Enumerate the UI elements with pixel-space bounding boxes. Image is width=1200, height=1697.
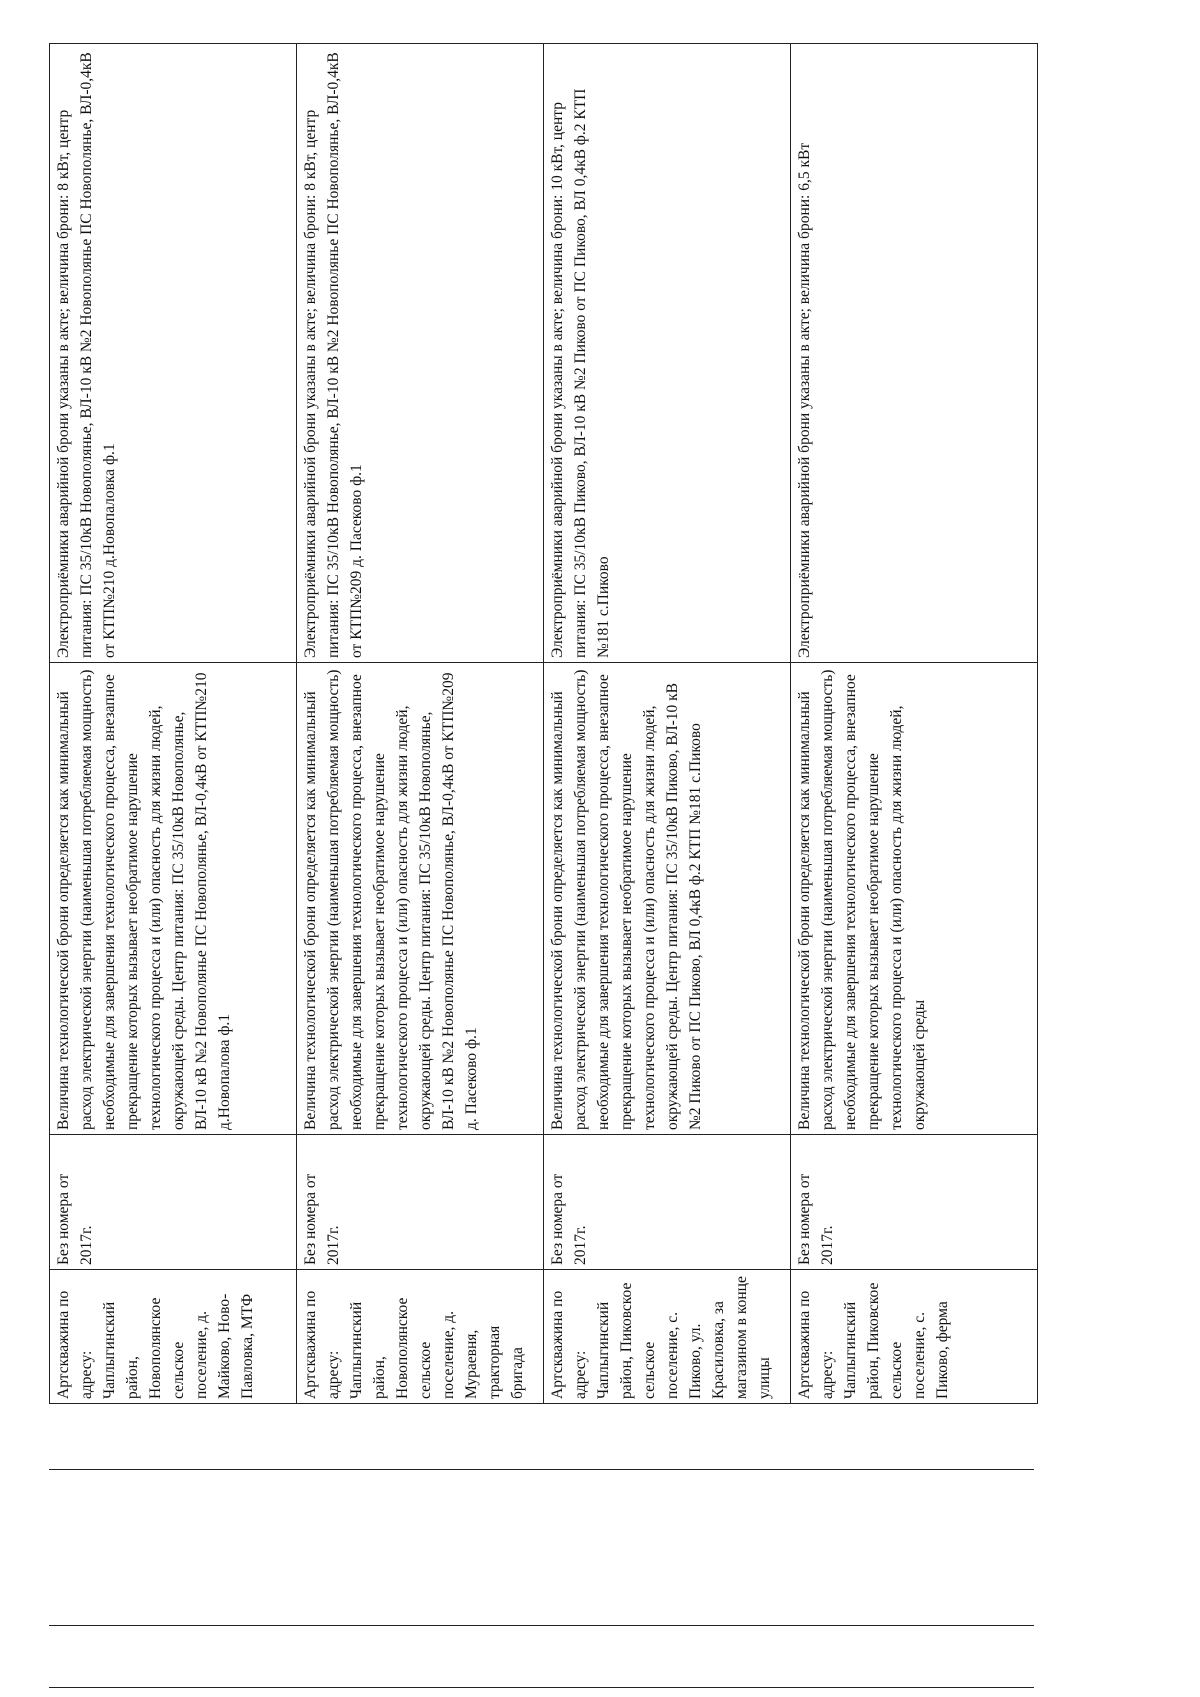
object-address-cell: Артскважина по адресу: Чаплыгинский район, Пиковское сельское поселение, с. Пиково, ферма <box>791 1270 1038 1404</box>
divider-line <box>49 1687 1034 1688</box>
object-address-cell: Артскважина по адресу: Чаплыгинский район, Новополянское сельское поселение, д. Мураевня, тракторная бригада <box>297 1270 544 1404</box>
emergency-reserve-cell: Электроприёмники аварийной брони указаны в акте; величина брони: 10 кВт, центр питания: ПС 35/10кВ Пиково, ВЛ-10 кВ №2 Пиково от ПС Пиково, ВЛ 0,4кВ ф.2 КТП №181 с.Пиково <box>544 44 791 663</box>
tech-reserve-cell: Величина технологической брони определяется как минимальный расход электрической энергии (наименьшая потребляемая мощность) необходимые для завершения технологического процесса, внезапное прекращение которых вызывает необратимое нарушение технологического процесса и (или) опасность для жизни людей, окружающей среды. Центр питания: ПС 35/10кВ Пиково, ВЛ-10 кВ №2 Пиково от ПС Пиково, ВЛ 0,4кВ ф.2 КТП №181 с.Пиково <box>544 663 791 1135</box>
emergency-reserve-cell: Электроприёмники аварийной брони указаны в акте; величина брони: 8 кВт, центр питания: ПС 35/10кВ Новополянье, ВЛ-10 кВ №2 Новополянье ПС Новополянье, ВЛ-0,4кВ от КТП№210 д.Новопаловка ф.1 <box>50 44 297 663</box>
table-row <box>544 44 791 1404</box>
rotated-page-content <box>49 44 1037 1404</box>
table-row <box>791 44 1038 1404</box>
emergency-reserve-cell: Электроприёмники аварийной брони указаны в акте; величина брони: 6,5 кВт <box>791 44 1038 663</box>
table-row <box>50 44 297 1404</box>
tech-reserve-cell: Величина технологической брони определяется как минимальный расход электрической энергии (наименьшая потребляемая мощность) необходимые для завершения технологического процесса, внезапное прекращение которых вызывает необратимое нарушение технологического процесса и (или) опасность для жизни людей, окружающей среды. Центр питания: ПС 35/10кВ Новополянье, ВЛ-10 кВ №2 Новополянье ПС Новополянье, ВЛ-0,4кВ от КТП№209 д. Пасеково ф.1 <box>297 663 544 1135</box>
act-reference-cell: Без номера от 2017г. <box>544 1135 791 1270</box>
tech-reserve-cell: Величина технологической брони определяется как минимальный расход электрической энергии (наименьшая потребляемая мощность) необходимые для завершения технологического процесса, внезапное прекращение которых вызывает необратимое нарушение технологического процесса и (или) опасность для жизни людей, окружающей среды. Центр питания: ПС 35/10кВ Новополянье, ВЛ-10 кВ №2 Новополянье ПС Новополянье, ВЛ-0,4кВ от КТП№210 д.Новопалова ф.1 <box>50 663 297 1135</box>
reserve-table <box>49 43 1038 1404</box>
object-address-cell: Артскважина по адресу: Чаплыгинский район, Новополянское сельское поселение, д. Майково, Ново-Павловка, МТФ <box>50 1270 297 1404</box>
divider-line <box>49 1469 1034 1470</box>
act-reference-cell: Без номера от 2017г. <box>50 1135 297 1270</box>
act-reference-cell: Без номера от 2017г. <box>297 1135 544 1270</box>
tech-reserve-cell: Величина технологической брони определяется как минимальный расход электрической энергии (наименьшая потребляемая мощность) необходимые для завершения технологического процесса, внезапное прекращение которых вызывает необратимое нарушение технологического процесса и (или) опасность для жизни людей, окружающей среды <box>791 663 1038 1135</box>
emergency-reserve-cell: Электроприёмники аварийной брони указаны в акте; величина брони: 8 кВт, центр питания: ПС 35/10кВ Новополянье, ВЛ-10 кВ №2 Новополянье ПС Новополянье, ВЛ-0,4кВ от КТП№209 д. Пасеково ф.1 <box>297 44 544 663</box>
table-row <box>297 44 544 1404</box>
object-address-cell: Артскважина по адресу: Чаплыгинский район, Пиковское сельское поселение, с. Пиково, ул. Красиловка, за магазином в конце улицы <box>544 1270 791 1404</box>
act-reference-cell: Без номера от 2017г. <box>791 1135 1038 1270</box>
divider-line <box>49 1625 1034 1626</box>
